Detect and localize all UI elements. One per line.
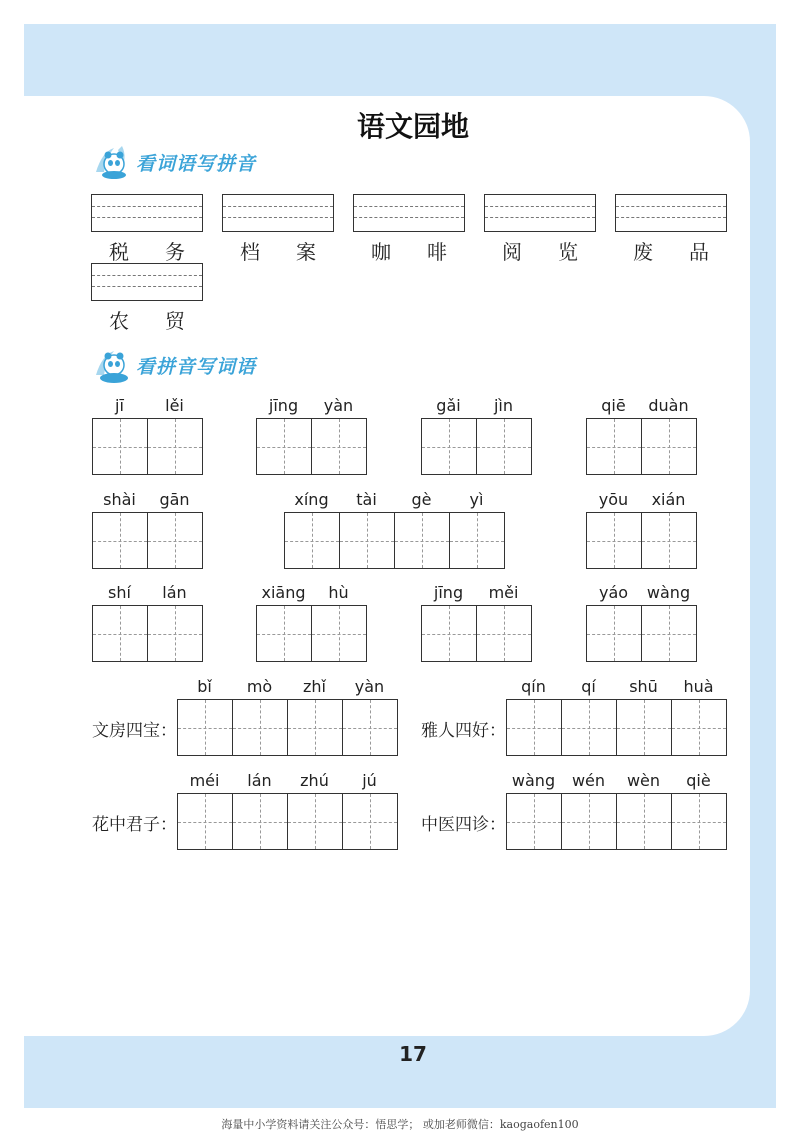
footer-note: 海量中小学资料请关注公众号：悟思学； 或加老师微信：kaogaofen100 — [221, 1118, 579, 1131]
pinyin-syllable: qiē — [601, 396, 626, 415]
word: 废 品 — [633, 240, 709, 264]
pinyin-syllable: yì — [469, 490, 484, 509]
pinyin-syllable: duàn — [648, 396, 689, 415]
writing-cell[interactable] — [477, 418, 532, 475]
writing-cell[interactable] — [233, 793, 288, 850]
writing-cell[interactable] — [288, 793, 343, 850]
writing-cell[interactable] — [233, 699, 288, 756]
pinyin-syllable: hù — [328, 583, 349, 602]
writing-cell[interactable] — [257, 605, 312, 662]
writing-cell[interactable] — [617, 699, 672, 756]
pinyin-syllable: jīng — [268, 396, 299, 415]
section-header-look-words — [92, 142, 256, 182]
pinyin-answer-box[interactable] — [91, 263, 203, 301]
writing-cell[interactable] — [422, 418, 477, 475]
section-label: 看拼音写词语 — [136, 355, 257, 378]
writing-cell[interactable] — [642, 418, 697, 475]
group-label: 中医四诊： — [421, 815, 506, 835]
pinyin-syllable: yàn — [323, 396, 354, 415]
pinyin-word-group — [92, 394, 203, 475]
writing-cell[interactable] — [642, 605, 697, 662]
pinyin-word-group — [177, 769, 398, 850]
pinyin-syllable: xián — [651, 490, 686, 509]
pinyin-word-group — [421, 581, 532, 662]
pinyin-word-group — [421, 394, 532, 475]
pinyin-syllable: méi — [189, 771, 220, 790]
writing-cell[interactable] — [178, 699, 233, 756]
pinyin-word-group — [177, 675, 398, 756]
writing-cell[interactable] — [93, 605, 148, 662]
pinyin-syllable: xíng — [294, 490, 329, 509]
pinyin-answer-box[interactable] — [91, 194, 203, 232]
pinyin-word-group — [256, 394, 367, 475]
writing-cell[interactable] — [672, 793, 727, 850]
pinyin-syllable: mò — [246, 677, 273, 696]
pinyin-syllable: gān — [159, 490, 190, 509]
pinyin-syllable: yáo — [598, 583, 629, 602]
word: 咖 啡 — [371, 240, 447, 264]
pinyin-word-group — [586, 488, 697, 569]
pinyin-syllable: wàng — [511, 771, 556, 790]
pinyin-word-group — [92, 581, 203, 662]
pinyin-syllable: jú — [362, 771, 377, 790]
writing-cell[interactable] — [562, 793, 617, 850]
pinyin-syllable: zhǐ — [303, 677, 326, 696]
pinyin-syllable: gǎi — [436, 396, 461, 415]
writing-cell[interactable] — [148, 605, 203, 662]
writing-cell[interactable] — [422, 605, 477, 662]
writing-cell[interactable] — [562, 699, 617, 756]
pinyin-syllable: yōu — [598, 490, 629, 509]
pinyin-syllable: qiè — [686, 771, 711, 790]
pinyin-answer-box[interactable] — [484, 194, 596, 232]
pinyin-syllable: lán — [162, 583, 187, 602]
writing-cell[interactable] — [93, 418, 148, 475]
pinyin-answer-box[interactable] — [353, 194, 465, 232]
pinyin-syllable: jīng — [433, 583, 464, 602]
pinyin-answer-box[interactable] — [222, 194, 334, 232]
writing-cell[interactable] — [148, 418, 203, 475]
pinyin-syllable: qín — [521, 677, 546, 696]
pinyin-syllable: shài — [103, 490, 136, 509]
pinyin-syllable: gè — [411, 490, 432, 509]
pinyin-syllable: jìn — [493, 396, 514, 415]
pinyin-syllable: wén — [571, 771, 606, 790]
writing-cell[interactable] — [288, 699, 343, 756]
writing-cell[interactable] — [587, 605, 642, 662]
pinyin-syllable: qí — [581, 677, 596, 696]
writing-cell[interactable] — [343, 793, 398, 850]
pinyin-syllable: zhú — [300, 771, 329, 790]
pinyin-syllable: lán — [247, 771, 272, 790]
pinyin-word-group — [92, 488, 203, 569]
section-header-look-pinyin — [92, 345, 256, 385]
pinyin-syllable: lěi — [165, 396, 184, 415]
writing-cell[interactable] — [343, 699, 398, 756]
writing-cell[interactable] — [178, 793, 233, 850]
word: 税 务 — [109, 240, 185, 264]
writing-cell[interactable] — [312, 605, 367, 662]
writing-cell[interactable] — [312, 418, 367, 475]
page-title: 语文园地 — [356, 110, 469, 143]
writing-cell[interactable] — [395, 512, 450, 569]
writing-cell[interactable] — [507, 699, 562, 756]
page-number: 17 — [399, 1042, 427, 1066]
word: 阅 览 — [502, 240, 578, 264]
pinyin-answer-box[interactable] — [615, 194, 727, 232]
writing-cell[interactable] — [450, 512, 505, 569]
writing-cell[interactable] — [93, 512, 148, 569]
pinyin-word-group — [284, 488, 505, 569]
pinyin-syllable: wàng — [646, 583, 691, 602]
group-label: 雅人四好： — [421, 721, 506, 741]
pinyin-word-group — [586, 581, 697, 662]
writing-cell[interactable] — [587, 418, 642, 475]
pinyin-word-group — [506, 769, 727, 850]
group-label: 文房四宝： — [92, 721, 177, 741]
pinyin-syllable: tài — [356, 490, 377, 509]
group-label: 花中君子： — [92, 815, 177, 835]
pinyin-word-group — [506, 675, 727, 756]
pinyin-syllable: bǐ — [197, 677, 212, 696]
writing-cell[interactable] — [642, 512, 697, 569]
pinyin-syllable: jī — [115, 396, 124, 415]
writing-cell[interactable] — [257, 418, 312, 475]
writing-cell[interactable] — [617, 793, 672, 850]
section-label: 看词语写拼音 — [136, 152, 257, 175]
pinyin-syllable: shū — [629, 677, 658, 696]
pinyin-word-group — [256, 581, 367, 662]
pinyin-word-group — [586, 394, 697, 475]
pinyin-syllable: wèn — [626, 771, 661, 790]
writing-cell[interactable] — [507, 793, 562, 850]
writing-cell[interactable] — [148, 512, 203, 569]
pinyin-syllable: huà — [683, 677, 714, 696]
panda-icon — [92, 142, 132, 182]
pinyin-syllable: shí — [108, 583, 131, 602]
writing-cell[interactable] — [672, 699, 727, 756]
word: 档 案 — [240, 240, 316, 264]
word: 农 贸 — [109, 309, 185, 333]
writing-cell[interactable] — [477, 605, 532, 662]
pinyin-syllable: yàn — [354, 677, 385, 696]
writing-cell[interactable] — [285, 512, 340, 569]
writing-cell[interactable] — [587, 512, 642, 569]
writing-cell[interactable] — [340, 512, 395, 569]
pinyin-syllable: měi — [488, 583, 519, 602]
pinyin-syllable: xiāng — [261, 583, 306, 602]
panda-icon — [92, 345, 132, 385]
